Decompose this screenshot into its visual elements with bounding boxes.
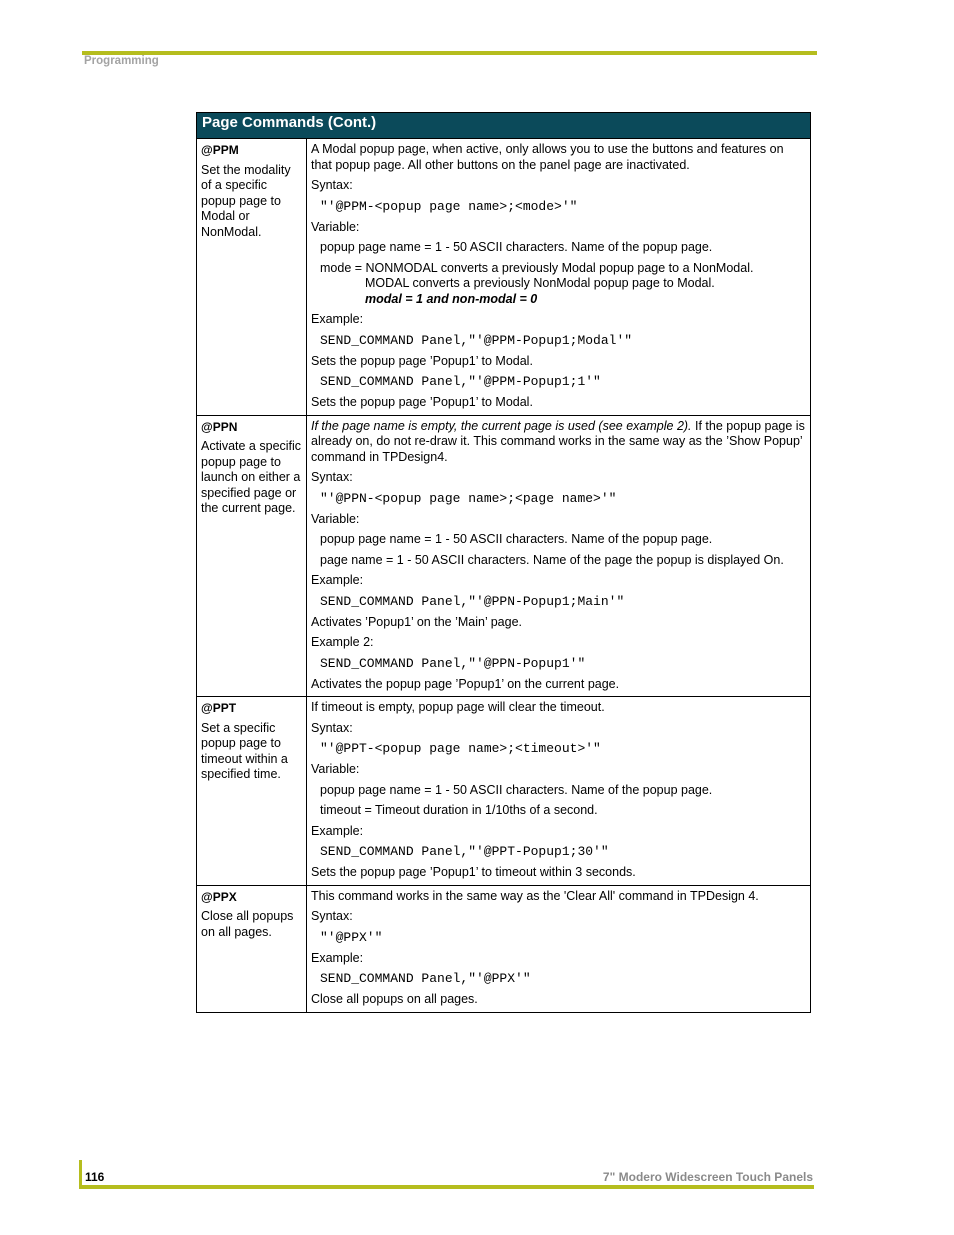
section-label: Programming	[84, 55, 159, 67]
example-label: Example:	[311, 950, 364, 965]
example-code: SEND_COMMAND Panel,"'@PPN-Popup1'"	[320, 655, 586, 671]
example-description: Activates ’Popup1’ on the ’Main’ page.	[311, 614, 523, 629]
variable-item-continued: MODAL converts a previously NonModal popup page to Modal.	[365, 276, 715, 290]
page-commands-table	[196, 112, 811, 1013]
variable-label: Variable:	[311, 511, 360, 526]
command-description: Close all popups on all pages.	[201, 909, 294, 939]
syntax-code: "'@PPT-<popup page name>;<timeout>'"	[320, 741, 601, 756]
example-description: Sets the popup page ’Popup1’ to timeout within 3 seconds.	[311, 865, 636, 879]
table-row	[197, 415, 811, 697]
syntax-code: "'@PPX'"	[320, 929, 383, 945]
command-detail-cell	[307, 415, 811, 697]
syntax-label: Syntax:	[311, 909, 353, 923]
table-row	[197, 885, 811, 1012]
variable-item: popup page name = 1 - 50 ASCII characters. Name of the popup page.	[320, 782, 713, 797]
command-name: @PPN	[201, 419, 238, 434]
example-code: SEND_COMMAND Panel,"'@PPM-Popup1;1'"	[320, 374, 601, 389]
command-name: @PPT	[201, 701, 237, 715]
command-intro	[311, 419, 806, 466]
example-label: Example:	[311, 573, 364, 587]
example-label: Example:	[311, 312, 364, 326]
intro-text: If the popup page is already on, do not re-draw it. This command works in the same way as the ’Show Popup’ command in TPDesign4.	[311, 418, 805, 464]
command-description: Set the modality of a specific popup page to Modal or NonModal.	[201, 162, 291, 239]
example-description: Sets the popup page ’Popup1’ to Modal.	[311, 395, 533, 409]
syntax-label: Syntax:	[311, 178, 353, 192]
document-title: 7" Modero Widescreen Touch Panels	[602, 1170, 813, 1184]
variable-item: popup page name = 1 - 50 ASCII characters. Name of the popup page.	[320, 532, 713, 546]
variable-item: popup page name = 1 - 50 ASCII characters. Name of the popup page.	[320, 240, 713, 254]
intro-italic: If the page name is empty, the current page is used (see example 2).	[311, 418, 692, 433]
syntax-code: "'@PPN-<popup page name>;<page name>'"	[320, 490, 617, 506]
command-detail-cell	[307, 697, 811, 886]
page-number: 116	[85, 1170, 105, 1184]
example-description: Close all popups on all pages.	[311, 992, 478, 1006]
example-description: Sets the popup page ’Popup1’ to Modal.	[311, 353, 533, 368]
variable-item: page name = 1 - 50 ASCII characters. Name of the page the popup is displayed On.	[320, 552, 784, 567]
variable-item: mode = NONMODAL converts a previously Modal popup page to a NonModal.	[320, 260, 754, 275]
command-detail-cell	[307, 885, 811, 1012]
command-cell	[197, 139, 307, 416]
example-description: Activates the popup page ’Popup1’ on the current page.	[311, 676, 620, 691]
variable-label: Variable:	[311, 219, 360, 234]
command-intro: This command works in the same way as the 'Clear All' command in TPDesign 4.	[311, 888, 759, 903]
syntax-label: Syntax:	[311, 470, 353, 484]
variable-label: Variable:	[311, 762, 360, 776]
command-name: @PPX	[201, 889, 237, 904]
command-intro: If timeout is empty, popup page will clear the timeout.	[311, 700, 605, 714]
command-cell	[197, 885, 307, 1012]
table-row	[197, 697, 811, 886]
variable-note: modal = 1 and non-modal = 0	[365, 291, 538, 306]
footer-rule	[82, 1185, 814, 1189]
syntax-code: "'@PPM-<popup page name>;<mode>'"	[320, 198, 578, 214]
example-label: Example 2:	[311, 635, 374, 649]
example-label: Example:	[311, 823, 364, 838]
table-row	[197, 139, 811, 416]
example-code: SEND_COMMAND Panel,"'@PPM-Popup1;Modal'"	[320, 332, 633, 348]
command-cell	[197, 415, 307, 697]
command-description: Activate a specific popup page to launch on either a specified page or the current page.	[201, 439, 302, 515]
command-detail-cell	[307, 139, 811, 416]
command-intro: A Modal popup page, when active, only allows you to use the buttons and features on that popup page. All other buttons on the panel page are inactivated.	[311, 142, 784, 172]
example-code: SEND_COMMAND Panel,"'@PPN-Popup1;Main'"	[320, 593, 625, 609]
table-title: Page Commands (Cont.)	[197, 113, 811, 139]
example-code: SEND_COMMAND Panel,"'@PPT-Popup1;30'"	[320, 844, 609, 859]
syntax-label: Syntax:	[311, 720, 353, 735]
example-code: SEND_COMMAND Panel,"'@PPX'"	[320, 971, 531, 986]
variable-item: timeout = Timeout duration in 1/10ths of a second.	[320, 803, 598, 817]
command-description: Set a specific popup page to timeout within a specified time.	[201, 720, 288, 781]
command-name: @PPM	[201, 143, 239, 157]
header-rule	[82, 51, 817, 55]
command-cell	[197, 697, 307, 886]
